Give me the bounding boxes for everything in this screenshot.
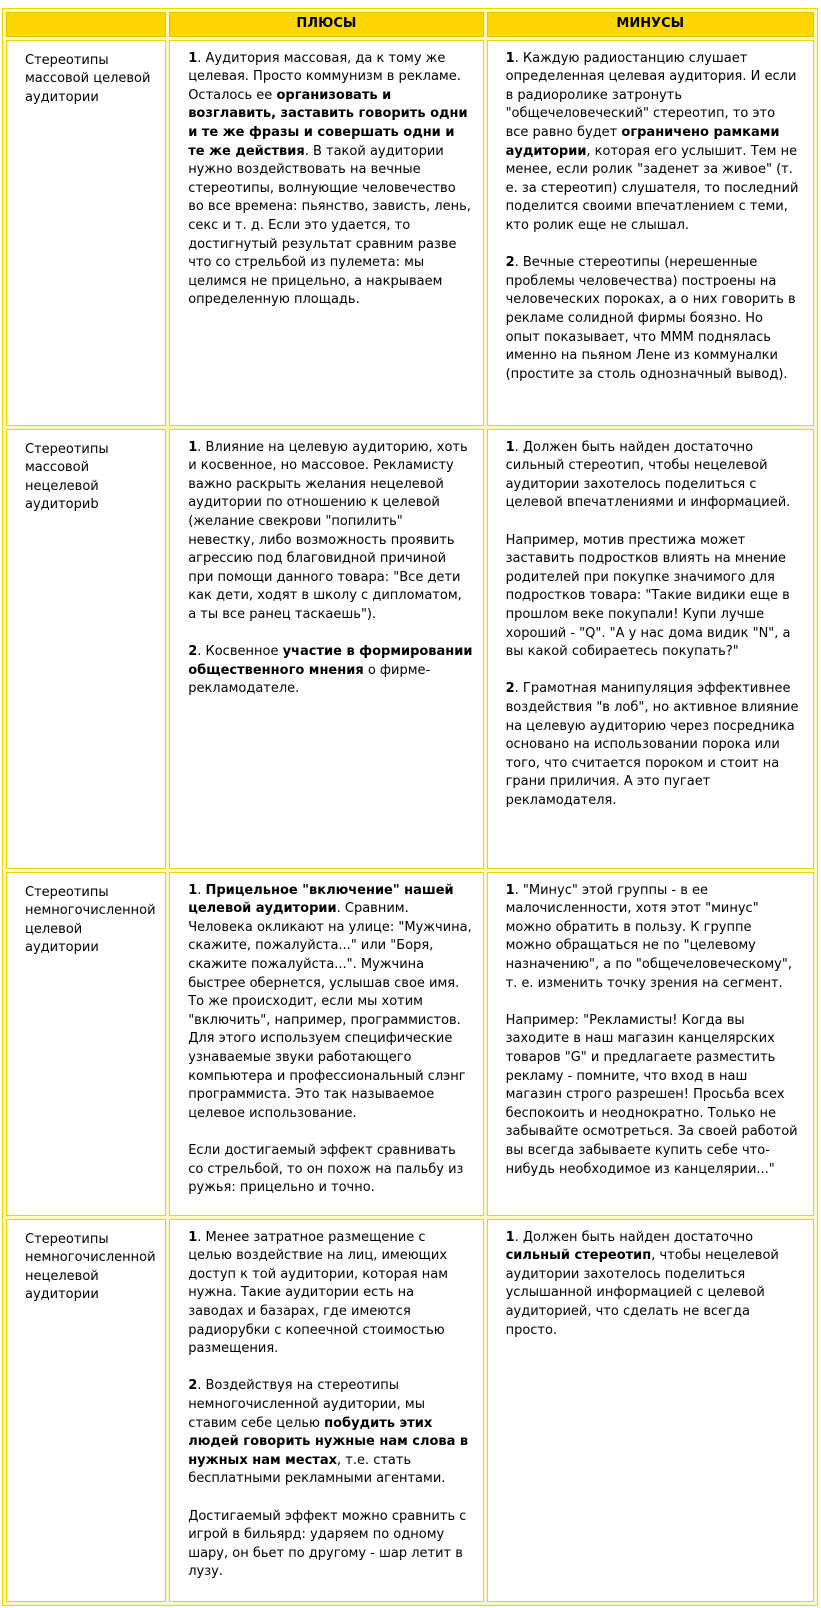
row-label: Стереотипы немногочисленной целевой аудитории [6,872,166,1216]
paragraph [506,1229,801,1341]
paragraph [188,1508,472,1582]
text-run: . Сравним. Человека окликают на улице: "Мужчина, скажите, пожалуйста..." или "Боря, скажите пожалуйста...". Мужчина быстрее обернется, услышав свое имя. То же происходит, если мы хотим "включить", например, программистов. Для этого используем специфические узнаваемые звуки работающего компьютера и профессиональный слэнг программиста. Это так называемое целевое использование. [188,901,472,1121]
text-run: . Воздействуя на стереотипы немногочисленной аудитории, мы ставим себе целью [188,1378,425,1431]
text-run: , т.е. стать бесплатными рекламными агентами. [188,1452,446,1487]
text-run: . [197,882,206,898]
paragraph [188,1142,472,1198]
bold-text: 2 [505,255,515,271]
comparison-table [2,8,818,1606]
paragraph [506,882,801,994]
table-row [6,429,814,869]
row-label: Стереотипы немногочисленной нецелевой аудитории [6,1219,166,1602]
text-run: , которая его услышит. Тем не менее, если ролик "заденет за живое" (т. е. за стереотип) слушателя, то последний поделится своими впечатлением с теми, кто ролик еще не слышал. [505,143,799,233]
paragraph [188,439,472,625]
bold-text: 2 [188,1378,198,1394]
text-run: Например: "Рекламисты! Когда вы заходите в наш магазин канцелярских товаров "G" и предлагаете разместить рекламу - помните, что вход в наш магазин строго разрешен! Просьба всех беспокоить и неоднократно. Только не забывайте осмотреться. За своей работой вы всегда забываете купить себе что-нибудь необходимое из канцелярии..." [505,1012,798,1177]
text-run: о фирме-рекламодателе. [188,662,431,697]
header-empty-cell [6,12,166,37]
text-run: . Вечные стереотипы (нерешенные проблемы человечества) построены на человеческих пороках, а о них говорить в рекламе солидной фирмы боязно. Но опыт показывает, что МММ поднялась именно на пьяном Лене из коммуналки (простите за столь однозначный вывод). [505,255,796,382]
table-row [6,872,814,1216]
bold-text: 1 [188,1229,198,1245]
text-run: Достигаемый эффект можно сравнить с игрой в бильярд: ударяем по одному шару, он бьет по другому - шар летит в лузу. [188,1508,467,1580]
bold-text: 2 [505,681,515,697]
bold-text: Прицельное "включение" нашей целевой аудитории [188,882,454,917]
table-row [6,1219,814,1602]
text-run: , чтобы нецелевой аудитории захотелось поделиться услышанной информацией с целевой аудиторией, что сделать не всегда просто. [505,1248,779,1338]
minuses-cell [487,1219,814,1602]
bold-text: 1 [188,882,198,898]
bold-text: участие в формировании общественного мнения [188,644,473,678]
text-run: . "Минус" этой группы - в ее малочисленности, хотя этот "минус" можно обратить в пользу. К группе можно обращаться не по "целевому назначению", а по "общечеловеческому", т. е. изменить точку зрения на сегмент. [505,882,792,991]
text-run: . Менее затратное размещение с целью воздействие на лиц, имеющих доступ к той аудитории, которая нам нужна. Такие аудитории есть на заводах и базарах, где имеются радиорубки с копеечной стоимостью размещения. [188,1229,449,1357]
row-label: Стереотипы массовой целевой аудитории [6,40,166,426]
text-run: . Косвенное [197,644,283,660]
bold-text: 1 [188,439,198,455]
text-run: . В такой аудитории нужно воздействовать на вечные стереотипы, волнующие человечество во все времена: пьянство, зависть, лень, секс и т. д. Если это удается, то достигнутый результат сравним разве что со стрельбой из пулемета: мы целимся не прицельно, а накрываем определенную площадь. [188,143,471,308]
text-run: . Должен быть найден достаточно сильный стереотип, чтобы нецелевой аудитории захотелось поделиться с целевой впечатлениями и информацией. [505,439,791,511]
text-run: . Должен быть найден достаточно [514,1229,754,1245]
minuses-cell [487,872,814,1216]
paragraph [506,680,801,810]
header-minuses: МИНУСЫ [487,12,814,37]
text-run: . Влияние на целевую аудиторию, хоть и косвенное, но массовое. Рекламисту важно раскрыть желания нецелевой аудитории по отношению к целевой (желание свекрови "попилить" невестку, либо возможность проявить агрессию под благовидной причиной при помощи данного товара: "Все дети как дети, ходят в школу с дипломатом, а ты все ранец таскаешь"). [188,439,468,622]
paragraph [188,1229,472,1359]
bold-text: 1 [505,1229,515,1245]
text-run: . Каждую радиостанцию слушает определенная целевая аудитория. И если в радиоролике затронуть "общечеловеческий" стереотип, то это все равно будет [505,50,797,140]
paragraph [188,50,472,310]
paragraph [506,532,801,662]
bold-text: 1 [188,50,198,66]
paragraph [506,254,801,384]
paragraph [506,439,801,513]
bold-text: 2 [188,644,198,660]
pluses-cell [169,429,483,869]
minuses-cell [487,40,814,426]
bold-text: 1 [505,882,515,898]
pluses-cell [169,1219,483,1602]
header-row [6,12,814,37]
paragraph [188,1377,472,1489]
text-run: Например, мотив престижа может заставить подростков влиять на мнение родителей при покупке значимого для подростков товара: "Такие видики еще в прошлом веке покупали! Купи лучше хороший - "Q". "А у нас дома видик "N", а вы какой собираетесь покупать?" [505,532,791,660]
pluses-cell [169,40,483,426]
bold-text: 1 [505,439,515,455]
bold-text: побудить этих людей говорить нужные нам слова в нужных нам местах [188,1415,469,1468]
bold-text: сильный стереотип [505,1248,652,1264]
row-label: Стереотипы массовой нецелевой аудиториb [6,429,166,869]
bold-text: ограничено рамками аудитории [505,124,780,159]
minuses-cell [487,429,814,869]
paragraph [188,643,472,699]
header-pluses: ПЛЮСЫ [169,12,483,37]
paragraph [506,50,801,236]
paragraph [188,882,472,1124]
paragraph [506,1012,801,1179]
pluses-cell [169,872,483,1216]
text-run: Если достигаемый эффект сравнивать со стрельбой, то он похож на пальбу из ружья: прицельно и точно. [188,1142,464,1196]
text-run: . Грамотная манипуляция эффективнее воздействия "в лоб", но активное влияние на целевую аудиторию через посредника основано на использовании порока или того, что считается пороком и стоит на грани приличия. А это пугает рекламодателя. [505,681,799,808]
text-run: . Аудитория массовая, да к тому же целевая. Просто коммунизм в рекламе. Осталось ее [188,50,461,103]
bold-text: организовать и возглавить, заставить говорить одни и те же фразы и совершать одни и те же действия [188,87,468,159]
bold-text: 1 [505,50,515,66]
table-row [6,40,814,426]
